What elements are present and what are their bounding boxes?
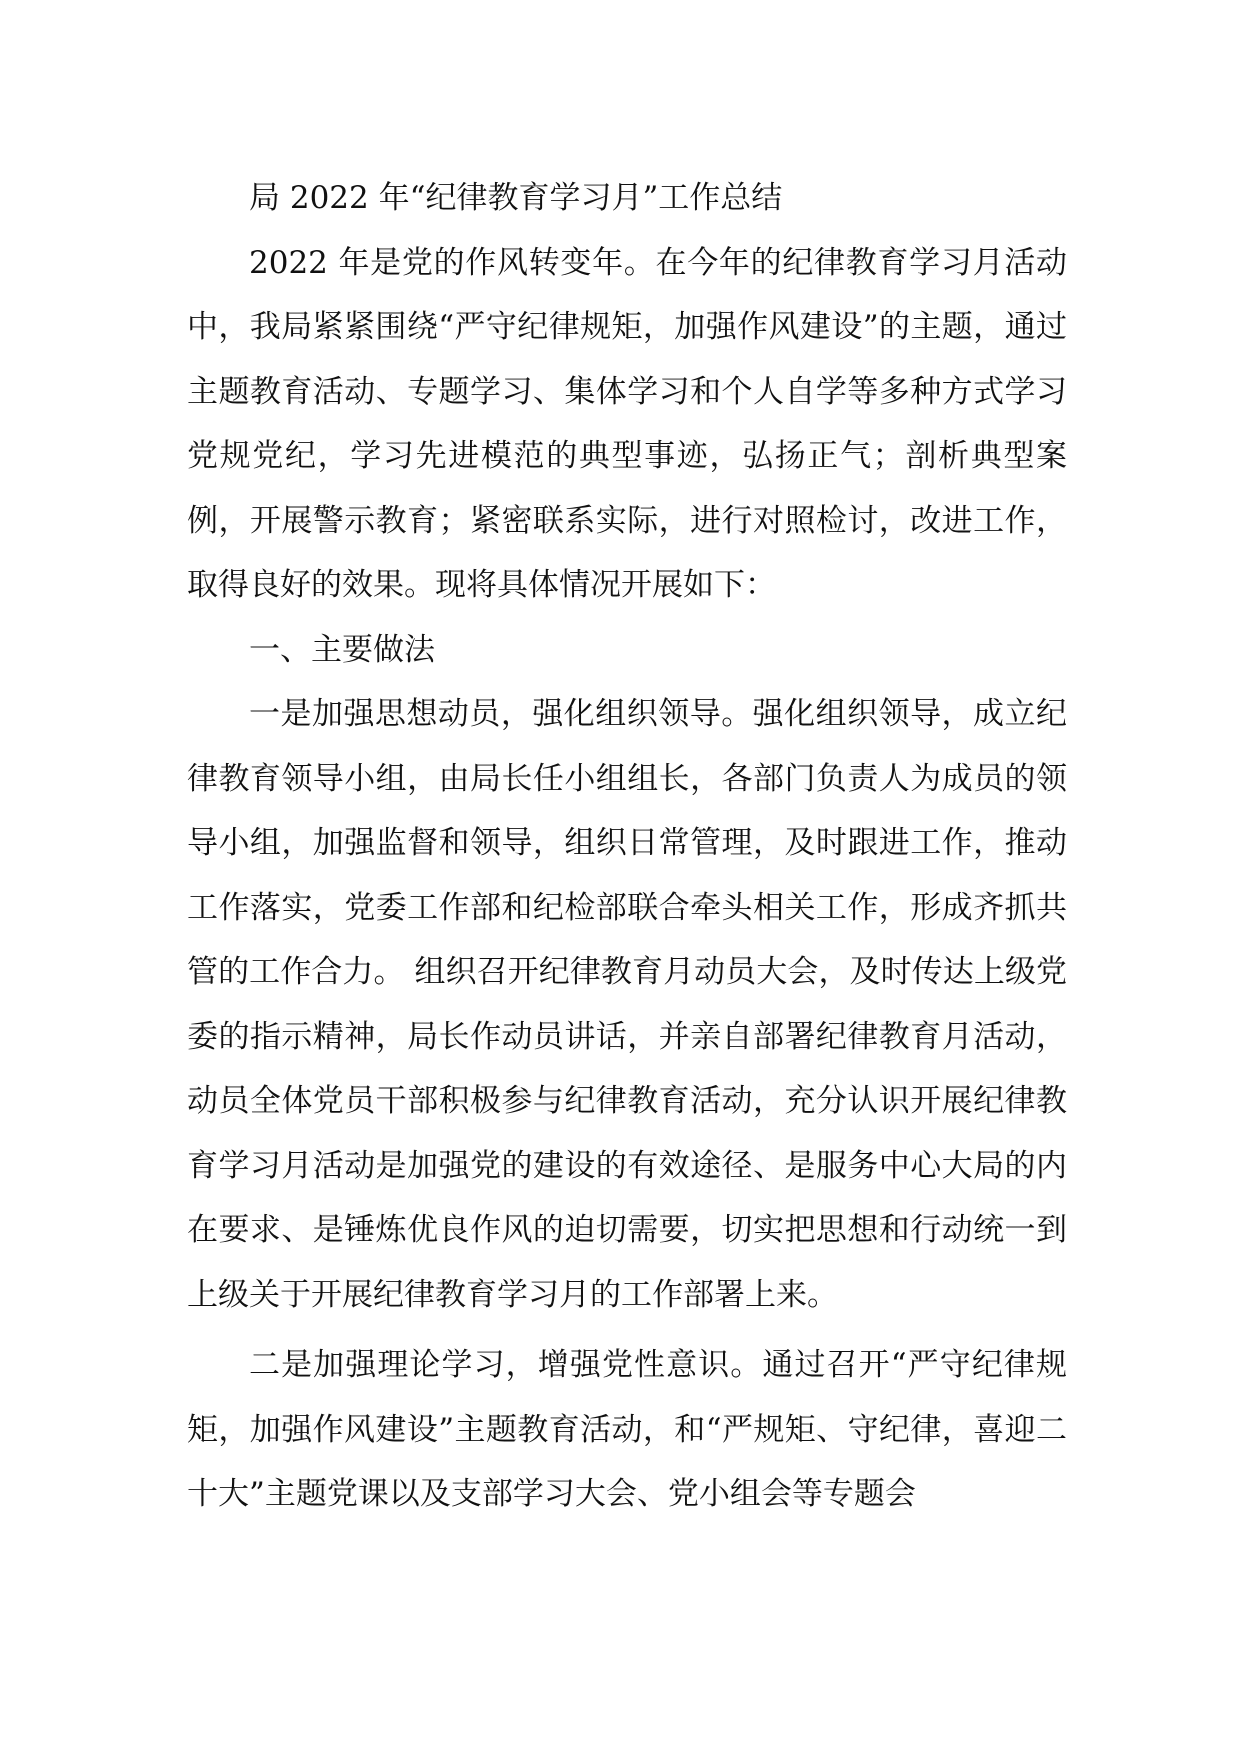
- document-title: 局 2022 年“纪律教育学习月”工作总结: [249, 180, 783, 216]
- paragraph-point-two: 二是加强理论学习，增强党性意识。通过召开“严守纪律规矩，加强作风建设”主题教育活动，和“严规矩、守纪律，喜迎二十大”主题党课以及支部学习大会、党小组会等专题会: [187, 1347, 1067, 1512]
- paragraph-point-one: 一是加强思想动员，强化组织领导。强化组织领导，成立纪律教育领导小组，由局长任小组组长，各部门负责人为成员的领导小组，加强监督和领导，组织日常管理，及时跟进工作，推动工作落实，党委工作部和纪检部联合牵头相关工作，形成齐抓共管的工作合力。 组织召开纪律教育月动员大会，及时传达上级党委的指示精神，局长作动员讲话，并亲自部署纪律教育月活动，动员全体党员干部积极参与纪律教育活动，充分认识开展纪律教育学习月活动是加强党的建设的有效途径、是服务中心大局的内在要求、是锤炼优良作风的迫切需要，切实把思想和行动统一到上级关于开展纪律教育学习月的工作部署上来。: [187, 696, 1067, 1313]
- section-heading-main-practices: 一、主要做法: [249, 631, 435, 668]
- paragraph-intro: 2022 年是党的作风转变年。在今年的纪律教育学习月活动中，我局紧紧围绕“严守纪律规矩，加强作风建设”的主题，通过主题教育活动、专题学习、集体学习和个人自学等多种方式学习党规党纪，学习先进模范的典型事迹，弘扬正气；剖析典型案例，开展警示教育；紧密联系实际，进行对照检讨，改进工作，取得良好的效果。现将具体情况开展如下：: [187, 244, 1067, 603]
- document-body: [187, 166, 1067, 1527]
